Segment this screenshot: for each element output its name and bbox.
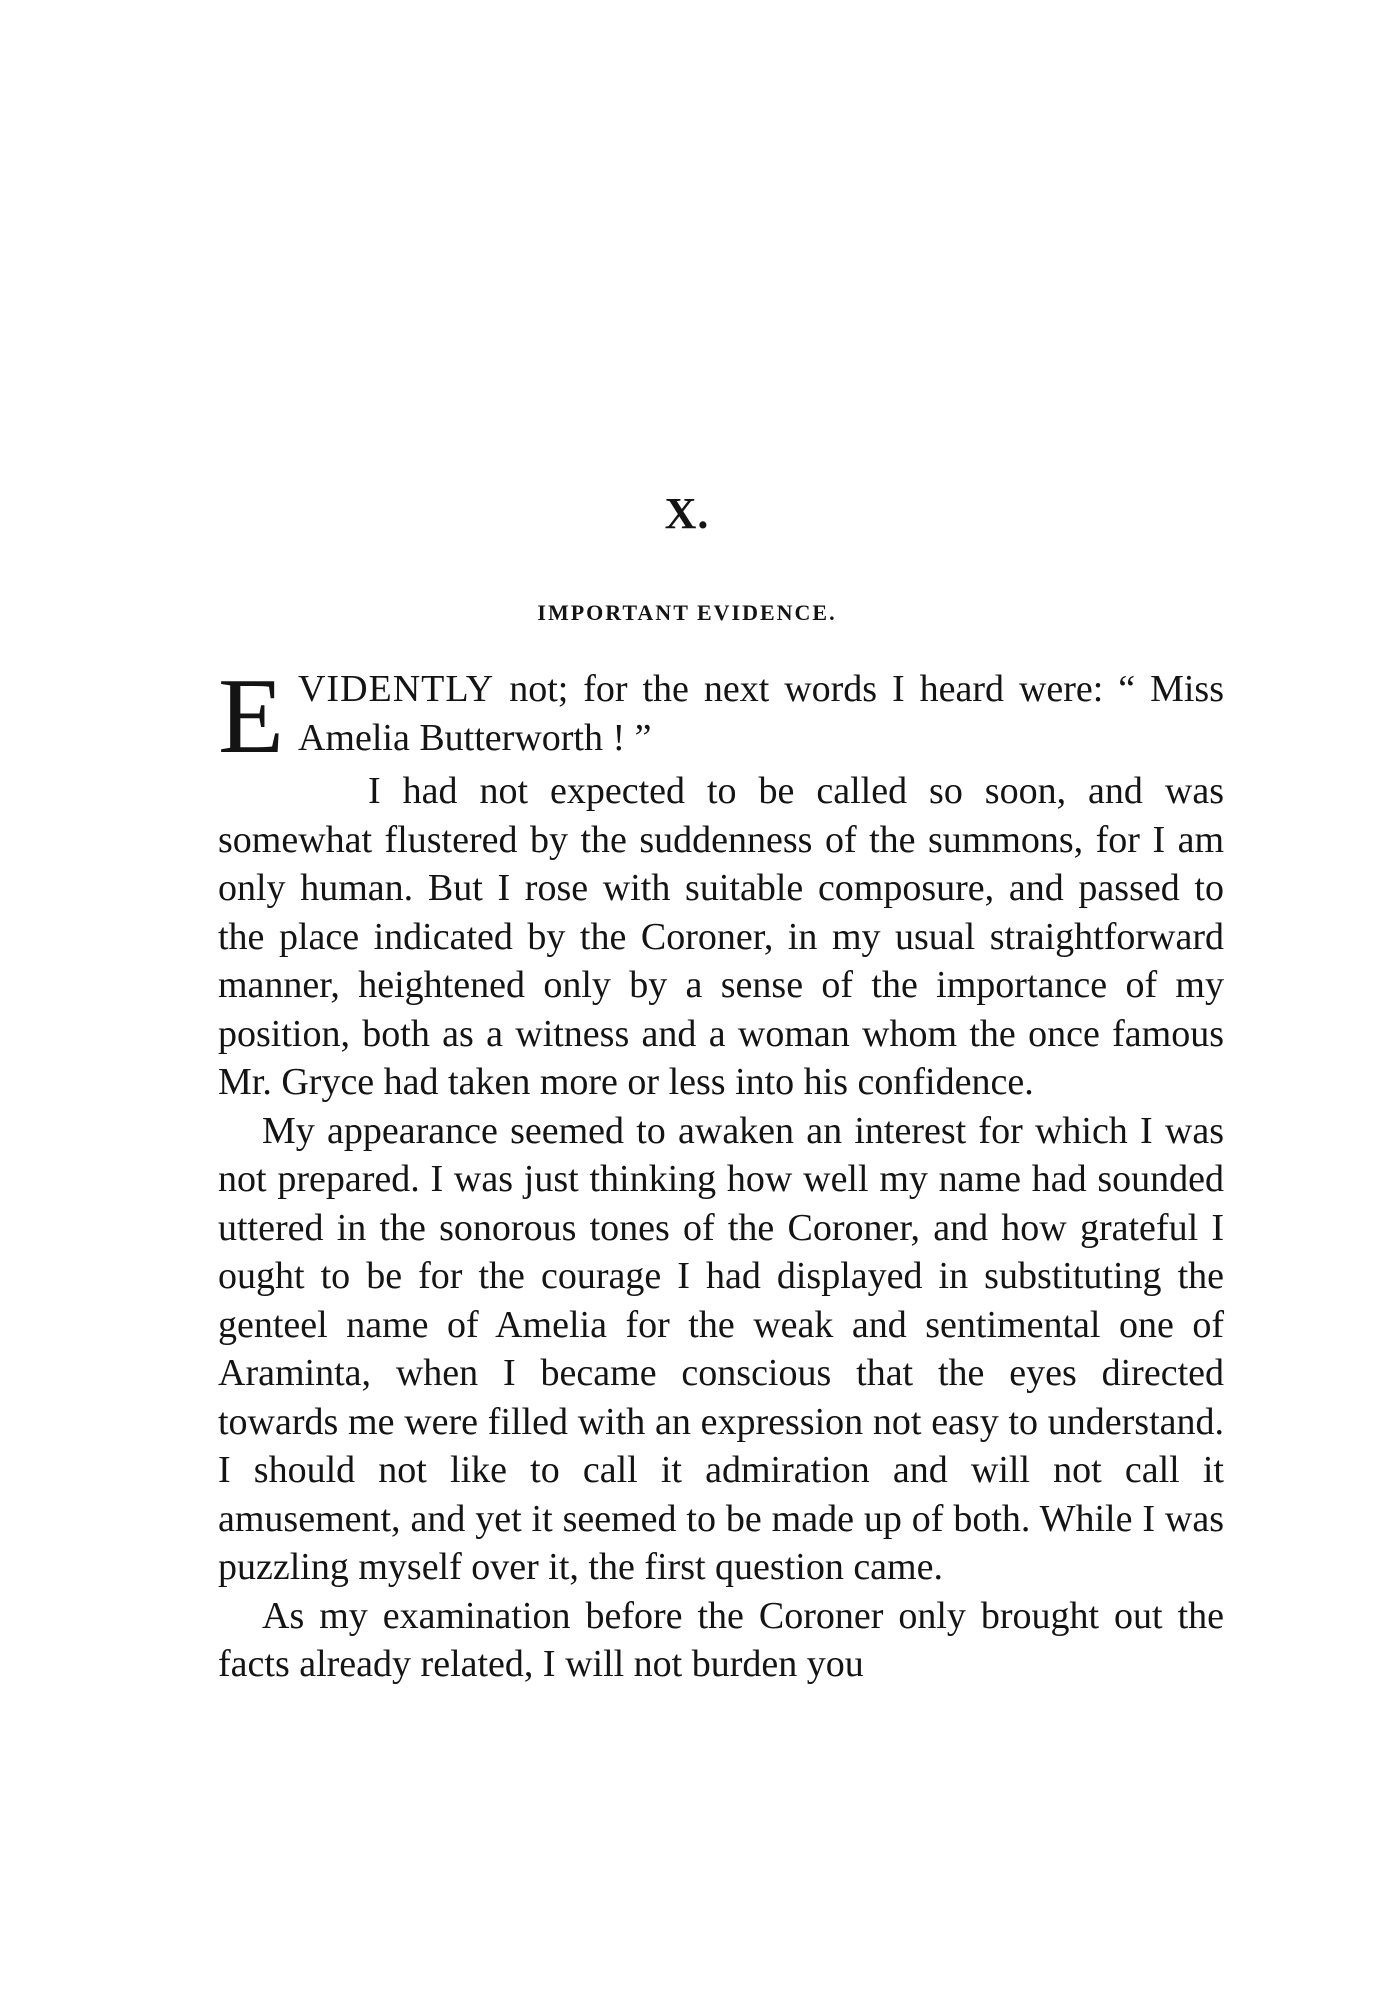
lead-word: VIDENTLY [297,668,495,710]
paragraph-3: My appearance seemed to awaken an interest for which I was not prepared. I was just thinking how well my name had sounded uttered in the sonorous tones of the Coroner, and how grateful I ought to be for the courage I had displayed in substituting the genteel name of Amelia for the weak and sentimental one of Araminta, when I became conscious that the eyes directed towards me were filled with an expression not easy to understand. I should not like to call it admiration and will not call it amusement, and yet it seemed to be made up of both. While I was puzzling myself over it, the first question came. [218,1109,1224,1588]
chapter-number: X. [664,489,710,538]
paragraph-1 [218,657,1224,776]
paragraph-1-text: not; for the next words I heard were: “ Miss Amelia Butterworth ! ” [297,668,1224,759]
paragraph-2: I had not expected to be called so soon, and was somewhat flustered by the suddenness of the summons, for I am only human. But I rose with suitable composure, and passed to the place indicated by the Coroner, in my usual straightforward manner, heightened only by a sense of the importance of my position, both as a witness and a woman whom the once famous Mr. Gryce had taken more or less into his confidence. [218,770,1224,1103]
chapter-body [218,657,1224,1689]
chapter-title: IMPORTANT EVIDENCE. [537,600,837,625]
drop-cap: E [218,657,284,776]
paragraph-4: As my examination before the Coroner only brought out the facts already related, I will not burden you [218,1594,1224,1685]
